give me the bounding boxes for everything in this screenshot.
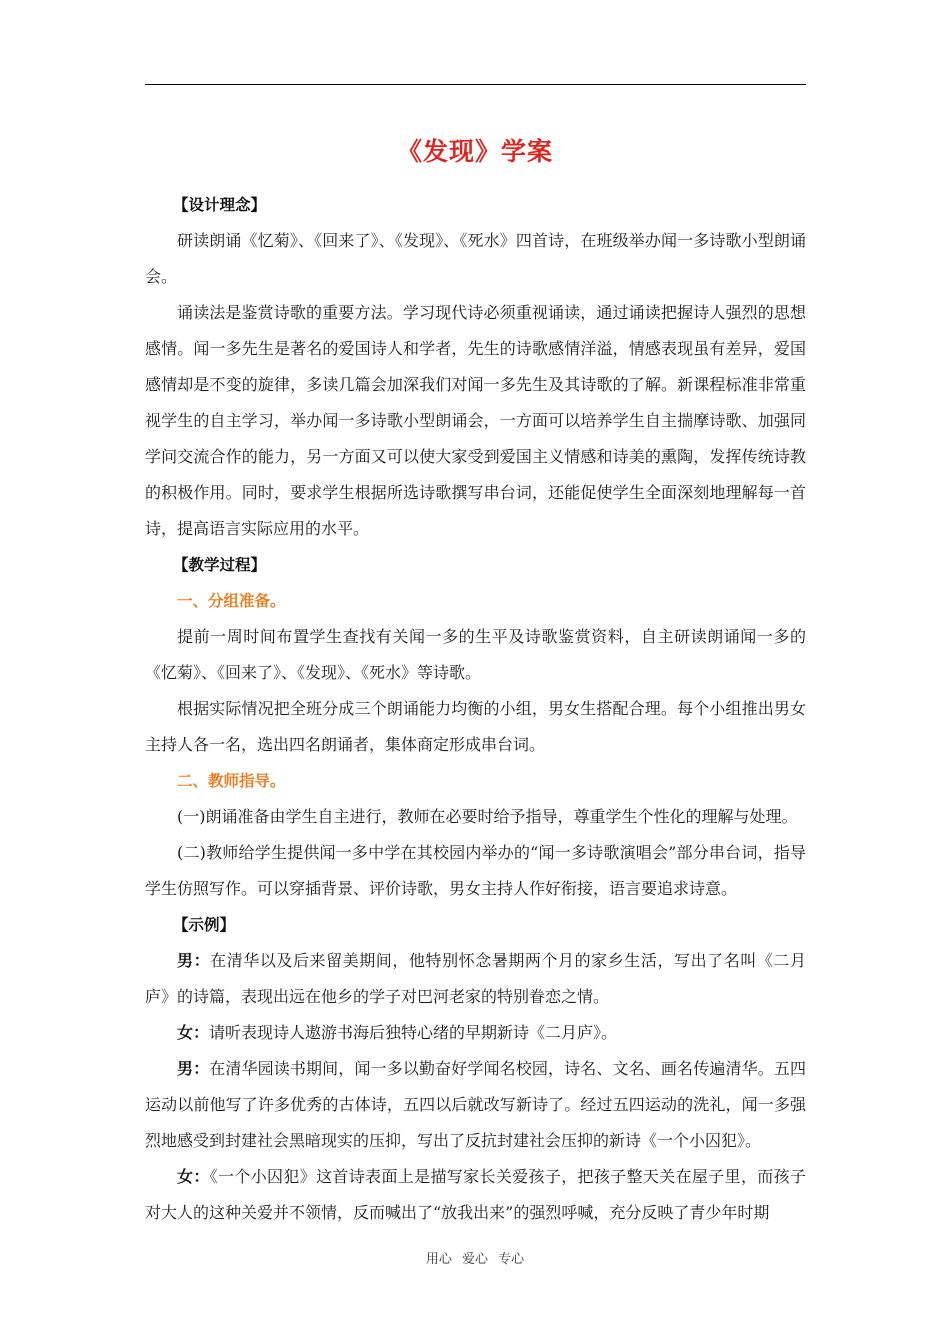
section-heading-process: 【教学过程】	[173, 556, 267, 574]
speaker-label: 男：	[177, 1059, 210, 1078]
page-title: 《发现》学案	[396, 137, 553, 166]
design-paragraph-1: 研读朗诵《忆菊》、《回来了》、《发现》、《死水》四首诗，在班级举办闻一多诗歌小型朗诵会。	[145, 231, 806, 286]
speaker-label: 女：	[177, 1167, 210, 1186]
design-paragraph-2: 诵读法是鉴赏诗歌的重要方法。学习现代诗必须重视诵读，通过诵读把握诗人强烈的思想感情。闻一多先生是著名的爱国诗人和学者，先生的诗歌感情洋溢，情感表现虽有差异，爱国感情却是不变的旋律，多读几篇会加深我们对闻一多先生及其诗歌的了解。新课程标准非常重视学生的自主学习，举办闻一多诗歌小型朗诵会，一方面可以培养学生自主揣摩诗歌、加强同学问交流合作的能力，另一方面又可以使大家受到爱国主义情感和诗美的熏陶，发挥传统诗教的积极作用。同时，要求学生根据所选诗歌撰写串台词，还能促使学生全面深刻地理解每一首诗，提高语言实际应用的水平。	[145, 303, 806, 538]
step2-paragraph-2: (二)教师给学生提供闻一多中学在其校园内举办的“闻一多诗歌演唱会”部分串台词，指导学生仿照写作。可以穿插背景、评价诗歌，男女主持人作好衔接，语言要追求诗意。	[145, 843, 806, 898]
example-text: 在清华园读书期间，闻一多以勤奋好学闻名校园，诗名、文名、画名传遍清华。五四运动以前他写了许多优秀的古体诗，五四以后就改写新诗了。经过五四运动的洗礼，闻一多强烈地感受到封建社会黑暗现实的压抑，写出了反抗封建社会压抑的新诗《一个小囚犯》。	[145, 1059, 806, 1150]
step1-paragraph-1: 提前一周时间布置学生查找有关闻一多的生平及诗歌鉴赏资料，自主研读朗诵闻一多的《忆菊》、《回来了》、《发现》、《死水》等诗歌。	[145, 627, 806, 682]
document-body	[145, 187, 806, 1231]
section-heading-example: 【示例】	[173, 916, 236, 934]
example-paragraph-3	[145, 1051, 806, 1159]
example-paragraph-4	[145, 1159, 806, 1231]
example-paragraph-2	[145, 1015, 806, 1051]
header-rule	[145, 84, 806, 85]
example-paragraph-1	[145, 943, 806, 1015]
step1-paragraph-2: 根据实际情况把全班分成三个朗诵能力均衡的小组，男女生搭配合理。每个小组推出男女主持人各一名，选出四名朗诵者，集体商定形成串台词。	[145, 699, 806, 754]
step-heading-2: 二、教师指导。	[177, 772, 286, 790]
example-text: 在清华以及后来留美期间，他特别怀念暑期两个月的家乡生活，写出了名叫《二月庐》的诗篇，表现出远在他乡的学子对巴河老家的特别眷恋之情。	[145, 951, 806, 1006]
step2-paragraph-1: (一)朗诵准备由学生自主进行，教师在必要时给予指导，尊重学生个性化的理解与处理。	[177, 807, 798, 826]
section-heading-design: 【设计理念】	[173, 196, 267, 214]
example-text: 《一个小囚犯》这首诗表面上是描写家长关爱孩子，把孩子整天关在屋子里，而孩子对大人的这种关爱并不领情，反而喊出了“放我出来”的强烈呼喊，充分反映了青少年时期	[145, 1167, 806, 1222]
page-footer: 用心 爱心 专心	[425, 1252, 525, 1267]
step-heading-1: 一、分组准备。	[177, 592, 286, 610]
speaker-label: 女：	[177, 1023, 210, 1042]
example-text: 请听表现诗人遨游书海后独特心绪的早期新诗《二月庐》。	[209, 1023, 618, 1042]
speaker-label: 男：	[177, 951, 211, 970]
